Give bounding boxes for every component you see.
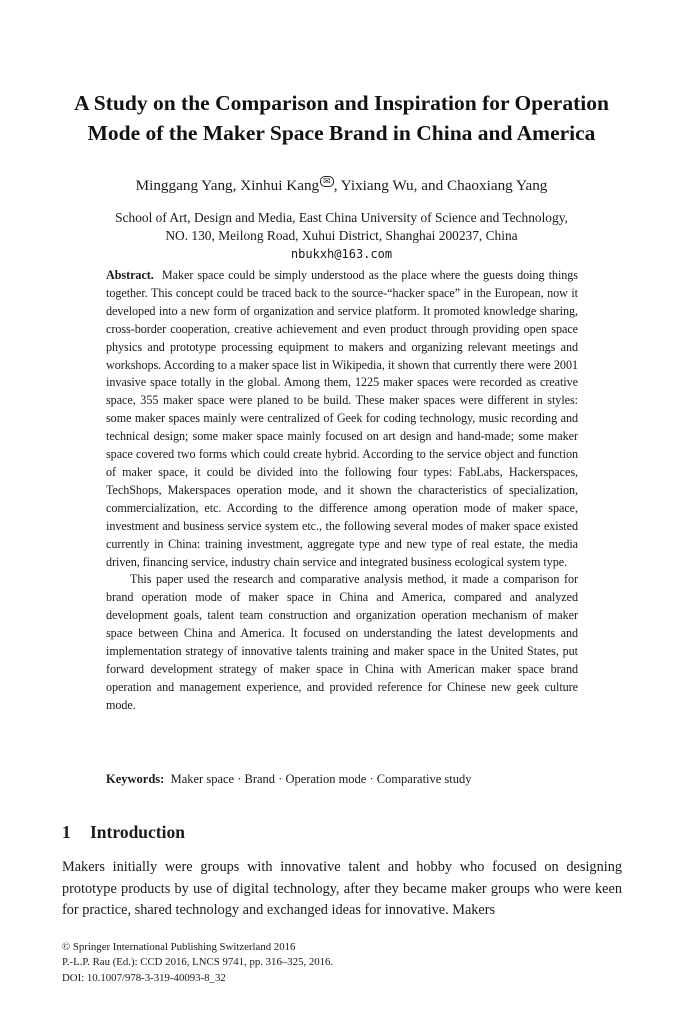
section-title: Introduction	[90, 822, 185, 842]
abstract	[106, 267, 578, 715]
author-list	[40, 176, 643, 196]
section-heading	[62, 820, 185, 844]
authors-text-1: Minggang Yang, Xinhui Kang	[135, 177, 320, 195]
introduction-text: Makers initially were groups with innovative talent and hobby who focused on designing prototype products by use of digital technology, after they became maker groups who were keen for practice, shared technology and exchanged ideas for innovative. Makers	[62, 859, 622, 918]
authors-text-2: , Yixiang Wu, and Chaoxiang Yang	[333, 177, 548, 195]
abstract-text-1: Maker space could be simply understood as the place where the guests doing things together. This concept could be traced back to the source-“hacker space” in the European, now it developed into a new form of organization and service platform. It promoted knowledge sharing, cross-border cooperation, creative achievement and even product through providing open space physics and prototype processing equipment to makers and organizing relevant meetings and workshops. According to a maker space list in Wikipedia, it shown that currently there were 2001 invasive space totally in the global. Among them, 1225 maker spaces were recorded as creative space, 355 maker space were planed to be build. These maker spaces were different in styles: some maker spaces mainly were centralized of Geek for coding technology, music recording and technical design; some maker space mainly focused on art design and hand-made; some maker space covered two forms which could create hybrid. According to the service object and function of maker space, it could be divided into the following four types: FabLabs, Hackerspaces, TechShops, Makerspaces operation mode, and it shown the characteristics of specialization, commercialization, etc. According to the difference among operation mode of maker space, investment and business service system etc., the following several modes of maker space existed currently in China: training investment, aggregate type and new type of real estate, the media driven, financing service, industry chain service and integrated business ecological system type.	[106, 268, 578, 569]
abstract-paragraph-2: This paper used the research and comparative analysis method, it made a comparison for brand operation mode of maker space in China and America, compared and analyzed development goals, talent team construction and organization operation mechanism of maker space between China and America. It focused on understanding the latest developments and implementation strategy of innovative talents training and maker space in the United States, put forward development strategy of maker space in China with American maker space brand operation and management experience, and provided reference for Chinese new geek culture mode.	[106, 572, 578, 712]
section-number: 1	[62, 822, 71, 842]
abstract-paragraph-1	[106, 267, 578, 571]
affiliation-line-2: NO. 130, Meilong Road, Xuhui District, Shanghai 200237, China	[165, 228, 518, 243]
footer-copyright: © Springer International Publishing Switzerland 2016	[62, 941, 296, 953]
title-line-2: Mode of the Maker Space Brand in China and America	[87, 121, 596, 145]
footer-citation: P.-L.P. Rau (Ed.): CCD 2016, LNCS 9741, pp. 316–325, 2016.	[62, 956, 334, 969]
title-line-1: A Study on the Comparison and Inspiration for Operation	[74, 91, 609, 115]
footer-doi: DOI: 10.1007/978-3-319-40093-8_32	[62, 971, 226, 984]
envelope-icon: ✉	[320, 176, 334, 187]
keywords-label: Keywords:	[106, 772, 165, 786]
affiliation-line-1: School of Art, Design and Media, East China University of Science and Technology,	[115, 210, 568, 225]
keywords	[106, 770, 578, 788]
copyright-footer	[62, 940, 622, 986]
keywords-text: Maker space · Brand · Operation mode · Comparative study	[170, 772, 472, 786]
affiliation	[40, 209, 643, 263]
paper-title	[40, 88, 643, 148]
abstract-label: Abstract.	[106, 268, 154, 282]
author-email: nbukxh@163.com	[290, 247, 393, 261]
